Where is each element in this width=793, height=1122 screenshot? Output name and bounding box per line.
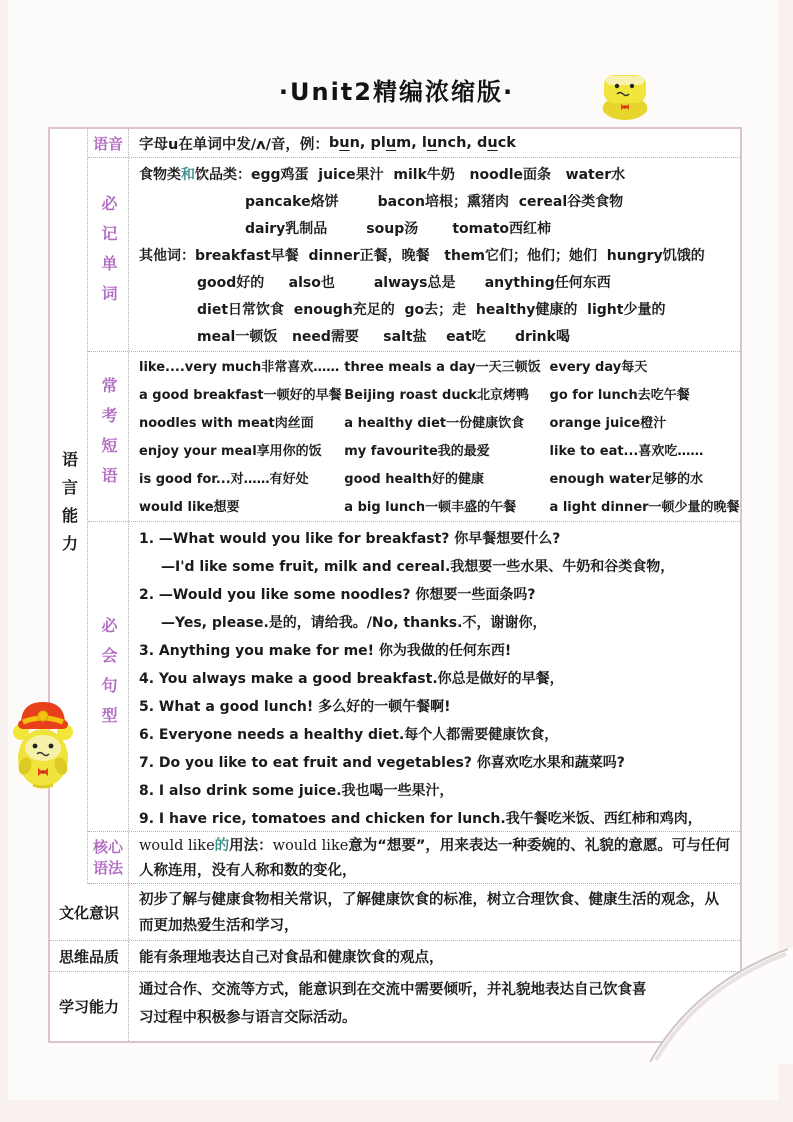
grammar-de-particle: 的 — [214, 838, 230, 854]
food-words-line — [139, 162, 734, 189]
other-words-line: good好的 also也 always总是 anything任何东西 — [197, 275, 611, 291]
other-words-line: diet日常饮食 enough充足的 go去；走 healthy健康的 light少量的 — [197, 302, 666, 318]
other-words-line: meal一顿饭 need需要 salt盐 eat吃 drink喝 — [197, 329, 570, 345]
summary-table — [48, 127, 742, 1043]
phonics-row — [88, 129, 740, 158]
food-category-text: 食物类 — [139, 167, 181, 183]
phrase-item: noodles with meat肉丝面 — [139, 416, 314, 431]
word-part: n, — [349, 135, 371, 151]
word-u-underlined: u — [339, 135, 350, 151]
page-curl — [650, 946, 793, 1068]
phrase-item: orange juice橙汁 — [549, 416, 667, 431]
sentences-content — [129, 522, 740, 831]
vocabulary-label-cell — [88, 158, 129, 351]
example-word — [477, 135, 516, 151]
grammar-text: 意为“想要”，用来表达一种委婉的、礼貌的意愿。可与任何 — [348, 838, 730, 854]
learning-text-line: 通过合作、交流等方式，能意识到在交流中需要倾听，并礼貌地表达自己饮食喜 — [139, 982, 647, 998]
word-u-underlined: u — [385, 135, 397, 151]
phrase-item: enjoy your meal享用你的饭 — [139, 444, 322, 459]
grammar-text: 用法： — [229, 838, 273, 854]
thinking-label: 思维品质 — [50, 941, 129, 971]
phrase-item: every day每天 — [549, 360, 648, 375]
sentence-line: 1. —What would you like for breakfast? 你早餐想要什么? — [139, 531, 561, 547]
vocabulary-label: 必记单词 — [99, 194, 118, 315]
grammar-label: 核心语法 — [92, 838, 123, 877]
chick-hat-icon — [13, 696, 73, 796]
word-part: b — [328, 135, 340, 151]
culture-content — [129, 884, 740, 940]
phrases-label: 常考短语 — [99, 376, 118, 497]
food-category-text: 饮品类： — [195, 167, 251, 183]
phrase-item: enough water足够的水 — [549, 472, 704, 487]
example-word — [370, 135, 421, 151]
language-ability-label: 语言能力 — [59, 450, 79, 563]
learning-text-line: 习过程中积极参与语言交际活动。 — [139, 1010, 357, 1026]
phrases-label-cell — [88, 352, 129, 521]
sentence-line: 8. I also drink some juice.我也喝一些果汁， — [139, 783, 454, 799]
sentence-line: 5. What a good lunch! 多么好的一顿午餐啊! — [139, 699, 451, 715]
sentence-line: 2. —Would you like some noodles? 你想要一些面条吗? — [139, 587, 536, 603]
other-category-text: 其他词： — [139, 248, 195, 264]
sentence-line: 4. You always make a good breakfast.你总是做好的早餐， — [139, 671, 564, 687]
phrases-content — [129, 352, 740, 521]
word-part: d — [476, 135, 488, 151]
phonics-content — [129, 129, 740, 157]
word-part: ck — [497, 135, 516, 151]
word-part: l — [421, 135, 427, 151]
phrase-item: would like想要 — [139, 500, 240, 515]
food-words-line: dairy乳制品 soup汤 tomato西红柿 — [245, 221, 552, 237]
other-words-line — [139, 243, 734, 270]
thinking-content: 能有条理地表达自己对食品和健康饮食的观点， — [139, 949, 444, 966]
grammar-term-en: would like — [139, 838, 215, 854]
culture-label: 文化意识 — [50, 884, 129, 940]
phrase-item: a light dinner一顿少量的晚餐 — [549, 500, 740, 515]
thinking-row — [50, 941, 740, 972]
sentence-line: 6. Everyone needs a healthy diet.每个人都需要健康饮食， — [139, 727, 559, 743]
sentence-line: 9. I have rice, tomatoes and chicken for lunch.我午餐吃米饭、西红柿和鸡肉， — [139, 811, 702, 827]
word-part: pl — [370, 135, 386, 151]
word-part: nch, — [437, 135, 477, 151]
example-word — [329, 135, 371, 151]
phrase-item: a healthy diet一份健康饮食 — [344, 416, 525, 431]
phrase-item: a big lunch一顿丰盛的午餐 — [344, 500, 517, 515]
learning-content — [129, 972, 740, 1041]
phrase-item: a good breakfast一顿好的早餐 — [139, 388, 342, 403]
culture-text-line: 而更加热爱生活和学习， — [139, 918, 299, 934]
food-words: egg鸡蛋 juice果汁 milk牛奶 noodle面条 water水 — [251, 167, 626, 183]
phrase-item: my favourite我的最爱 — [344, 444, 490, 459]
phrase-item: good health好的健康 — [344, 472, 485, 487]
chick-icon — [597, 73, 653, 125]
page-title: ·Unit2精编浓缩版· — [278, 78, 515, 106]
phrase-item: like to eat...喜欢吃…… — [549, 444, 704, 459]
phonics-rule-text: 字母u在单词中发/ʌ/音，例： — [139, 136, 329, 153]
sentence-line: 7. Do you like to eat fruit and vegetables? 你喜欢吃水果和蔬菜吗? — [139, 755, 625, 771]
culture-row — [50, 884, 740, 941]
sentence-line: —I'd like some fruit, milk and cereal.我想要一些水果、牛奶和谷类食物， — [161, 559, 675, 575]
language-ability-rows — [88, 129, 740, 884]
food-category-and: 和 — [181, 167, 195, 183]
grammar-term-en: would like — [272, 838, 349, 854]
sentence-line: —Yes, please.是的，请给我。/No, thanks.不，谢谢你， — [161, 615, 547, 631]
culture-text-line: 初步了解与健康食物相关常识，了解健康饮食的标准，树立合理饮食、健康生活的观念，从 — [139, 892, 719, 908]
phrase-item: go for lunch去吃午餐 — [549, 388, 690, 403]
example-word — [422, 135, 477, 151]
word-u-underlined: u — [487, 135, 498, 151]
learning-row — [50, 972, 740, 1041]
sentences-label-cell — [88, 522, 129, 831]
other-words: breakfast早餐 dinner正餐，晚餐 them它们；他们；她们 hungry饥饿的 — [195, 248, 705, 264]
phonics-label: 语音 — [88, 129, 129, 157]
food-words-line: pancake烙饼 bacon培根；熏猪肉 cereal谷类食物 — [245, 194, 624, 210]
language-ability-block — [50, 129, 740, 884]
grammar-label-cell — [88, 832, 129, 883]
phrases-row — [88, 352, 740, 522]
grammar-row — [88, 832, 740, 884]
phrase-item: Beijing roast duck北京烤鸭 — [344, 388, 529, 403]
phrase-item: is good for...对……有好处 — [139, 472, 309, 487]
sentences-label: 必会句型 — [99, 616, 118, 737]
sentences-row — [88, 522, 740, 832]
phrase-item: like....very much非常喜欢…… — [139, 360, 340, 375]
vocabulary-row — [88, 158, 740, 352]
word-part: m, — [396, 135, 422, 151]
vocabulary-content — [129, 158, 740, 351]
grammar-text: 人称连用，没有人称和数的变化， — [139, 863, 357, 879]
grammar-content — [129, 832, 740, 883]
phrase-item: three meals a day一天三顿饭 — [344, 360, 541, 375]
sentence-line: 3. Anything you make for me! 你为我做的任何东西! — [139, 643, 512, 659]
word-u-underlined: u — [426, 135, 438, 151]
learning-label: 学习能力 — [50, 972, 129, 1041]
